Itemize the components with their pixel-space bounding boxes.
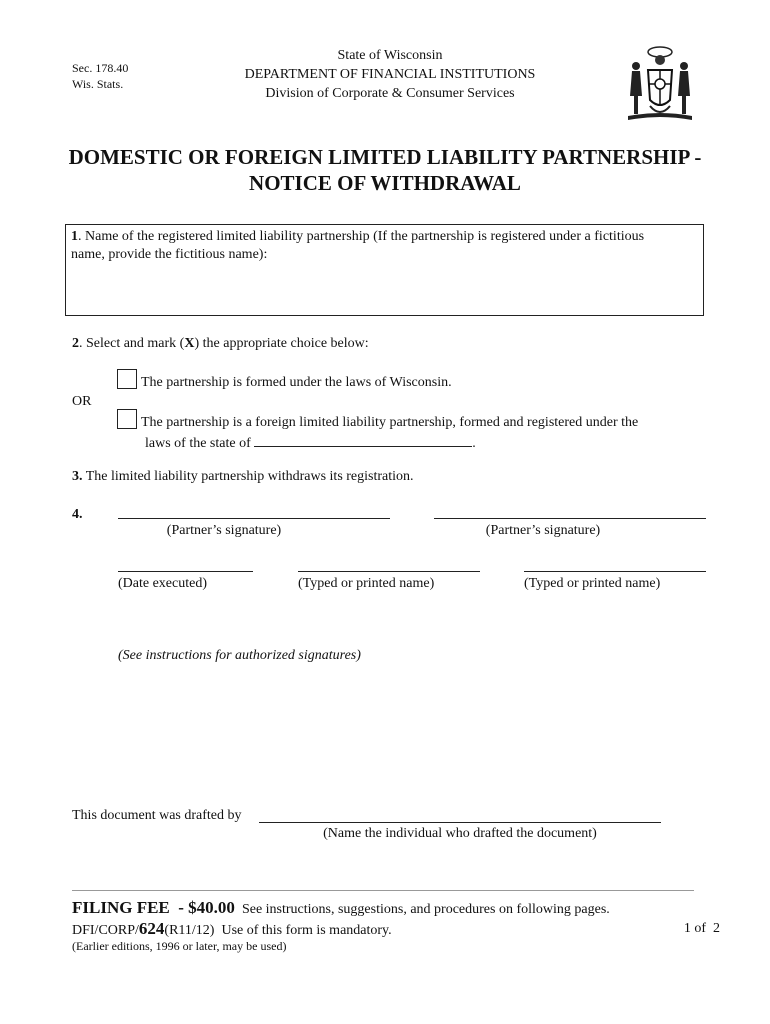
or-label: OR xyxy=(72,394,92,409)
form-id-revision: (R11/12) xyxy=(164,923,215,938)
item2-text-post: ) the appropriate choice below: xyxy=(194,336,369,351)
option-foreign-period: . xyxy=(472,436,476,451)
agency-heading xyxy=(200,46,580,103)
foreign-state-field[interactable] xyxy=(254,432,472,447)
partner-signature-caption-1: (Partner’s signature) xyxy=(166,523,282,538)
item2-x-mark: X xyxy=(184,336,195,351)
item1-text-b: name, provide the fictitious name): xyxy=(71,247,268,262)
filing-fee-row xyxy=(72,898,610,920)
filing-fee-note: See instructions, suggestions, and procedures on following pages. xyxy=(241,902,610,917)
wisconsin-formed-checkbox[interactable] xyxy=(117,369,137,389)
item3-statement xyxy=(72,468,414,486)
printed-name-caption-1: (Typed or printed name) xyxy=(298,576,435,591)
state-seal-icon xyxy=(624,44,696,122)
foreign-llp-checkbox[interactable] xyxy=(117,409,137,429)
option-foreign-state-label: laws of the state of xyxy=(145,436,251,451)
item4-number: 4. xyxy=(72,507,83,522)
agency-division: Division of Corporate & Consumer Services xyxy=(265,86,515,101)
partner-signature-line-2[interactable] xyxy=(434,518,706,519)
item1-prompt xyxy=(71,228,698,246)
option-foreign-state-row xyxy=(145,432,476,453)
form-title-line2: NOTICE OF WITHDRAWAL xyxy=(249,171,521,195)
partnership-name-field[interactable] xyxy=(65,224,704,316)
drafter-name-caption: (Name the individual who drafted the document) xyxy=(323,826,597,841)
printed-name-line-1[interactable] xyxy=(298,571,480,572)
partner-signature-caption-2: (Partner’s signature) xyxy=(485,523,601,538)
item2-text-pre: . Select and mark ( xyxy=(79,336,185,351)
item1-text-a: . Name of the registered limited liability partnership (If the partnership is registered under a fictitious xyxy=(78,229,645,244)
agency-department: DEPARTMENT OF FINANCIAL INSTITUTIONS xyxy=(244,67,536,82)
date-executed-caption: (Date executed) xyxy=(118,576,207,591)
form-title-line1: DOMESTIC OR FOREIGN LIMITED LIABILITY PARTNERSHIP - xyxy=(68,145,702,169)
date-executed-line[interactable] xyxy=(118,571,253,572)
option-wisconsin-label: The partnership is formed under the laws of Wisconsin. xyxy=(141,375,452,390)
drafted-by-label: This document was drafted by xyxy=(72,808,242,823)
footer-divider xyxy=(72,890,694,891)
form-mandatory-note: Use of this form is mandatory. xyxy=(221,923,392,938)
signature-instructions-note: (See instructions for authorized signatures) xyxy=(118,648,361,663)
form-id-row xyxy=(72,920,392,940)
page-indicator: 1 of 2 xyxy=(683,921,720,936)
option-foreign-label: The partnership is a foreign limited liability partnership, formed and registered under the xyxy=(141,415,639,430)
item1-number: 1 xyxy=(71,229,78,244)
editions-note: (Earlier editions, 1996 or later, may be used) xyxy=(72,939,287,953)
form-id-number: 624 xyxy=(138,919,165,938)
form-title xyxy=(40,144,730,196)
agency-state: State of Wisconsin xyxy=(337,48,443,63)
form-id-prefix: DFI/CORP/ xyxy=(72,923,139,938)
partner-signature-line-1[interactable] xyxy=(118,518,390,519)
item2-prompt xyxy=(72,335,369,353)
printed-name-caption-2: (Typed or printed name) xyxy=(524,576,661,591)
filing-fee-label: FILING FEE - $40.00 xyxy=(72,898,235,917)
statute-source: Wis. Stats. xyxy=(72,77,124,91)
statute-reference xyxy=(72,60,128,92)
statute-section: Sec. 178.40 xyxy=(72,61,129,75)
item3-text: The limited liability partnership withdraws its registration. xyxy=(85,469,414,484)
printed-name-line-2[interactable] xyxy=(524,571,706,572)
drafter-name-line[interactable] xyxy=(259,822,661,823)
item2-number: 2 xyxy=(72,336,79,351)
item3-number: 3. xyxy=(72,469,83,484)
